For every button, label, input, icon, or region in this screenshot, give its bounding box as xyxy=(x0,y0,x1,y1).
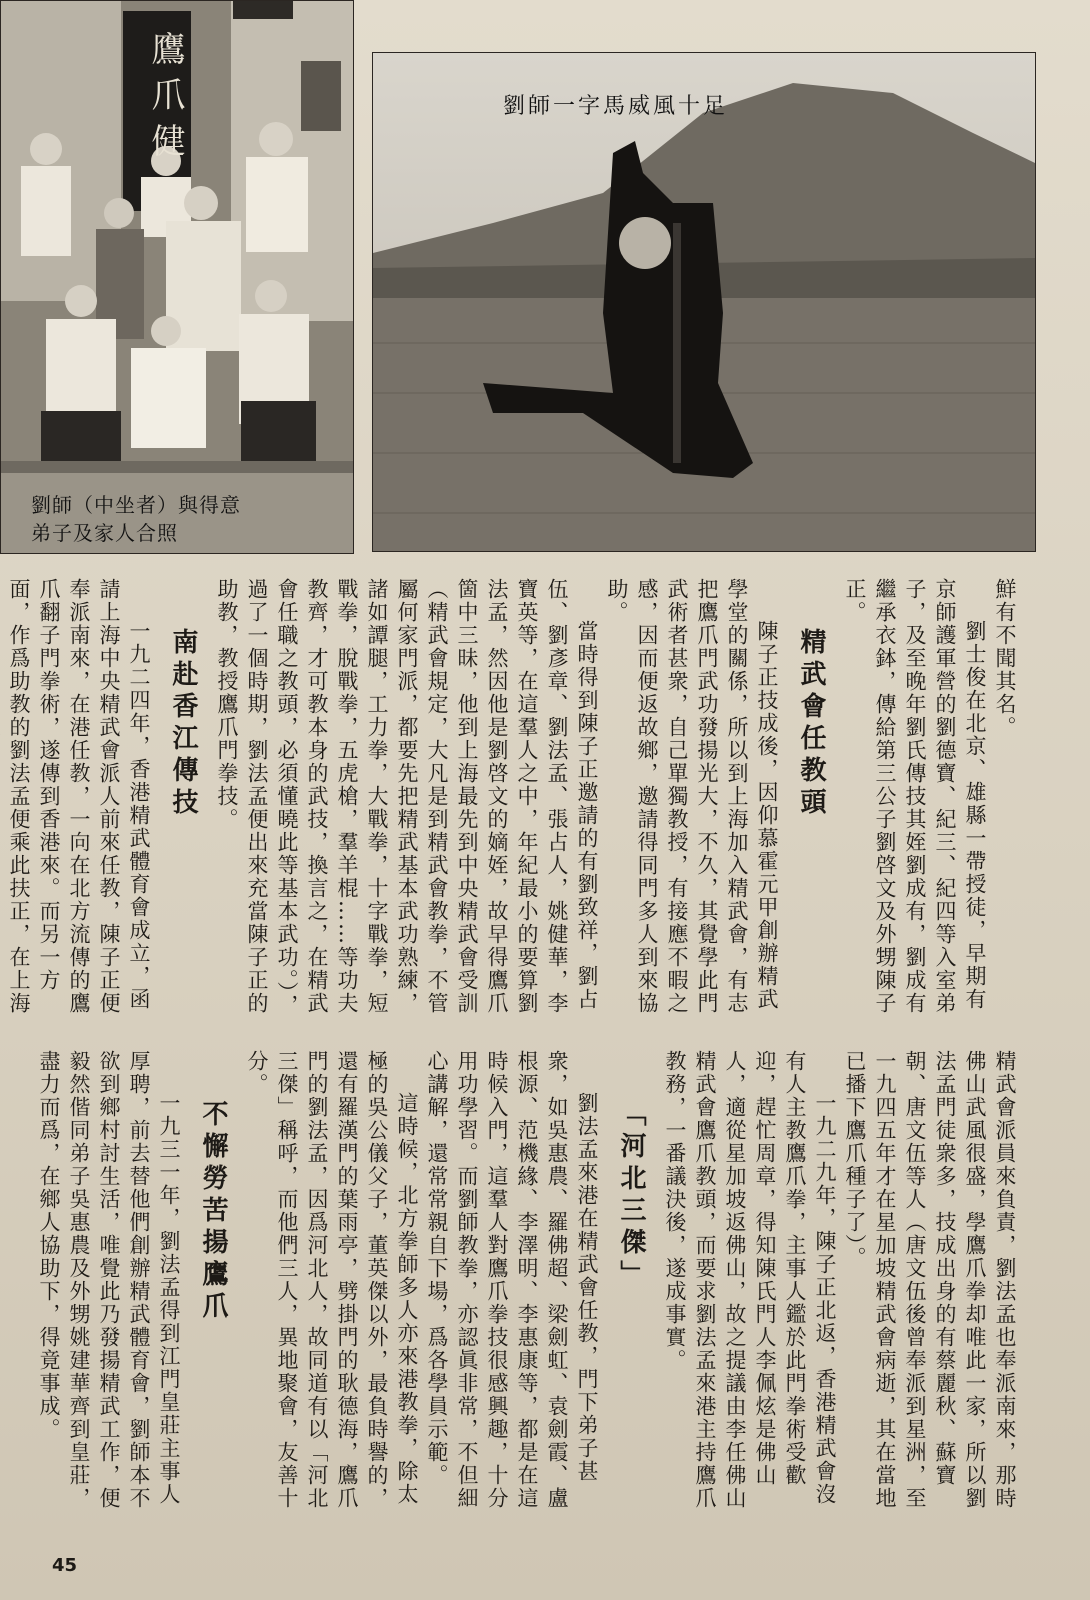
section-heading-tireless: 不懈勞苦揚鷹爪 xyxy=(198,1100,228,1324)
upper-paragraph-1: 鮮有不聞其名。 xyxy=(993,578,1017,739)
banner-text: 鷹爪健 xyxy=(145,31,185,169)
group-photo xyxy=(0,0,354,554)
group-photo-caption-1: 劉師（中坐者）與得意 xyxy=(31,493,241,517)
upper-text-block xyxy=(7,578,1020,1023)
upper-paragraph-4: 當時得到陳子正邀請的有劉致祥，劉占伍、劉彥章、劉法孟、張占人，姚健華，李寶英等，在這羣人之中，年紀最小的要算劉法孟，然因他是劉啓文的嫡姪，故早得鷹爪箇中三昧，他到上海最先到中央精武會受訓（精武會規定，大凡是到精武會教拳，不管屬何家門派，都要先把精武基本武功熟練，諸如譚腿，工力拳，大戰拳，十字戰拳，短戰拳，脫戰拳，五虎槍，羣羊棍……等功夫教齊，才可教本身的武技，換言之，在精武會任職之教頭，必須懂曉此等基本武功。），過了一個時期，劉法孟便出來充當陳子正的助教，教授鷹爪門拳技。 xyxy=(215,578,599,1017)
lower-paragraph-3: 劉法孟來港在精武會任教，門下弟子甚衆，如吳惠農、羅佛超、梁劍虹、袁劍霞、盧根源、范機緣、李澤明、李惠康等，都是在這時候入門，這羣人對鷹爪拳技很感興趣，十分用功學習。而劉師教拳，亦認眞非常，不但細心講解，還常常親自下場，爲各學員示範。 xyxy=(425,1050,599,1510)
section-heading-three-heroes: 「河北三傑」 xyxy=(616,1100,646,1292)
upper-paragraph-2: 劉士俊在北京、雄縣一帶授徒，早期有京師護軍營的劉德寶、紀三、紀四等入室弟子，及至晚年劉氏傳技其姪劉成有，劉成有繼承衣鉢，傳給第三公子劉啓文及外甥陳子正。 xyxy=(843,578,987,1015)
upper-paragraph-5: 一九二四年，香港精武體育會成立，函請上海中央精武會派人前來任教，陳子正便奉派南來，在港任教，一向在北方流傳的鷹爪翻子門拳術，遂傳到香港來。而另一方面，作爲助教的劉法孟便乘此扶正，在上海 xyxy=(7,578,151,1015)
lower-paragraph-1: 精武會派員來負責，劉法孟也奉派南來，那時佛山武風很盛，學鷹爪拳却唯此一家，所以劉法孟門徒衆多，技成出身的有蔡麗秋、蘇寶朝、唐文伍等人（唐文伍後曾奉派到星洲，至一九四五年才在星加坡精武會病逝，其在當地已播下鷹爪種子了）。 xyxy=(843,1050,1017,1510)
section-heading-jingwu: 精武會任教頭 xyxy=(796,628,826,820)
master-photo-image xyxy=(373,53,1035,551)
section-heading-hongkong: 南赴香江傳技 xyxy=(168,628,198,820)
group-photo-caption-2: 弟子及家人合照 xyxy=(31,521,178,545)
lower-paragraph-4: 這時候，北方拳師多人亦來港教拳，除太極的吳公儀父子，董英傑以外，最負時譽的，還有羅漢門的葉雨亭，劈掛門的耿德海，鷹爪門的劉法孟，因爲河北人，故同道有以「河北三傑」稱呼，而他們三人，異地聚會，友善十分。 xyxy=(245,1050,419,1510)
master-photo-caption: 劉師一字馬威風十足 xyxy=(503,94,729,119)
lower-paragraph-2: 一九二九年，陳子正北返，香港精武會沒有人主教鷹爪拳，主事人鑑於此門拳術受歡迎，趕忙周章，得知陳氏門人李佩炫是佛山人，適從星加坡返佛山，故之提議由李任佛山精武會鷹爪教頭，而要求劉法孟來港主持鷹爪教務，一番議決後，遂成事實。 xyxy=(663,1050,837,1510)
upper-paragraph-3: 陳子正技成後，因仰慕霍元甲創辦精武學堂的關係，所以到上海加入精武會，有志把鷹爪門武功發揚光大，不久，其覺學此門武術者甚衆，自己單獨教授，有接應不暇之感，因而便返故鄉，邀請得同門多人到來協助。 xyxy=(605,578,779,1015)
lower-paragraph-5: 一九三一年，劉法孟得到江門皇莊主事人厚聘，前去替他們創辦精武體育會，劉師本不欲到鄉村討生活，唯覺此乃發揚精武工作，便毅然偕同弟子吳惠農及外甥姚建華齊到皇莊，盡力而爲，在鄉人協助下，得竟事成。 xyxy=(37,1050,181,1510)
page-number: 45 xyxy=(52,1555,78,1576)
master-photo xyxy=(372,52,1036,552)
lower-text-block xyxy=(37,1050,1020,1520)
